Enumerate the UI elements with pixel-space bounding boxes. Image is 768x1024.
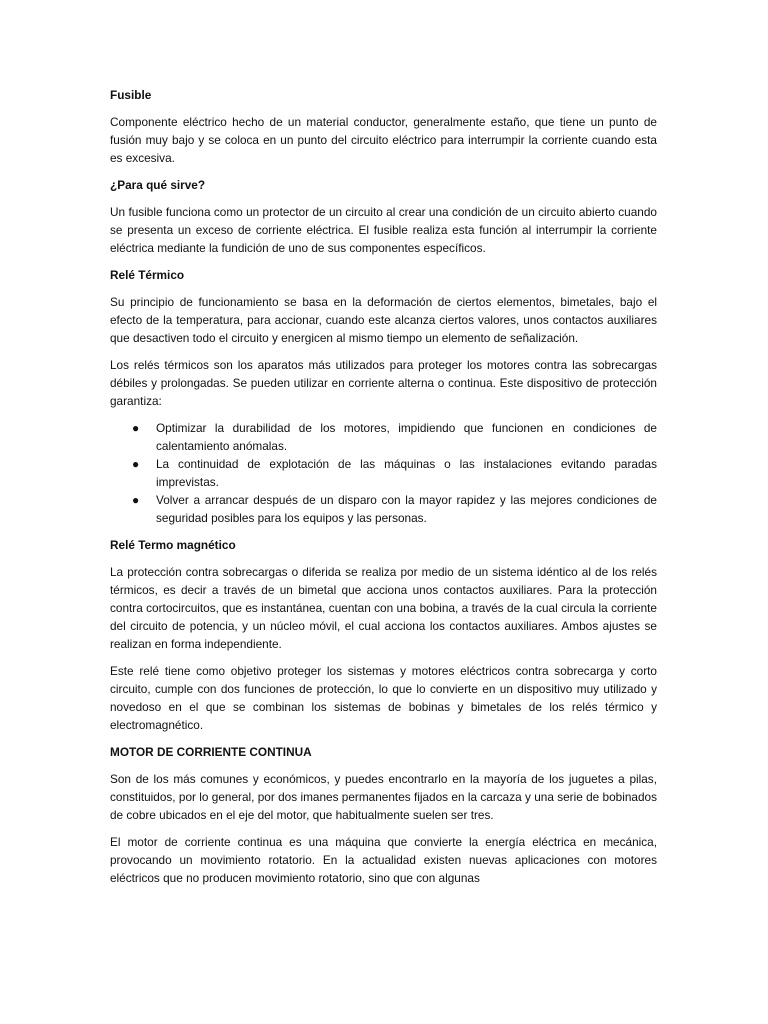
paragraph: Son de los más comunes y económicos, y puedes encontrarlo en la mayoría de los juguetes a pilas, constituidos, por lo general, por dos imanes permanentes fijados en la carcaza y una serie de bobinados de cobre ubicados en el eje del motor, que habitualmente suelen ser tres. — [110, 772, 657, 822]
section-heading-para-que-sirve: ¿Para qué sirve? — [110, 178, 206, 192]
paragraph: El motor de corriente continua es una máquina que convierte la energía eléctrica en mecánica, provocando un movimiento rotatorio. En la actualidad existen nuevas aplicaciones con motores eléctricos que no producen movimiento rotatorio, sino que con algunas — [110, 835, 657, 885]
bullet-icon: ● — [132, 457, 140, 471]
paragraph: Componente eléctrico hecho de un material conductor, generalmente estaño, que tiene un punto de fusión muy bajo y se coloca en un punto del circuito eléctrico para interrumpir la corriente cuando esta es excesiva. — [110, 115, 657, 165]
bullet-icon: ● — [132, 421, 140, 435]
section-heading-rele-termo-magnetico: Relé Termo magnético — [110, 538, 236, 552]
bullet-list — [110, 419, 657, 527]
list-item — [110, 455, 657, 491]
list-item — [110, 491, 657, 527]
list-item-text: La continuidad de explotación de las máquinas o las instalaciones evitando paradas imprevistas. — [156, 457, 657, 489]
paragraph: Este relé tiene como objetivo proteger los sistemas y motores eléctricos contra sobrecarga y corto circuito, cumple con dos funciones de protección, lo que lo convierte en un dispositivo muy utilizado y novedoso en el que se combinan los sistemas de bobinas y bimetales de los relés térmico y electromagnético. — [110, 664, 657, 732]
document-body — [110, 86, 657, 896]
list-item-text: Volver a arrancar después de un disparo con la mayor rapidez y las mejores condiciones de seguridad posibles para los equipos y las personas. — [156, 493, 657, 525]
paragraph: Un fusible funciona como un protector de un circuito al crear una condición de un circuito abierto cuando se presenta un exceso de corriente eléctrica. El fusible realiza esta función al interrumpir la corriente eléctrica mediante la fundición de uno de sus componentes específicos. — [110, 205, 657, 255]
section-heading-rele-termico: Relé Térmico — [110, 268, 185, 282]
paragraph: Su principio de funcionamiento se basa en la deformación de ciertos elementos, bimetales, bajo el efecto de la temperatura, para accionar, cuando este alcanza ciertos valores, unos contactos auxiliares que desactiven todo el circuito y energicen al mismo tiempo un elemento de señalización. — [110, 295, 657, 345]
section-heading-fusible: Fusible — [110, 88, 152, 102]
list-item — [110, 419, 657, 455]
paragraph: La protección contra sobrecargas o diferida se realiza por medio de un sistema idéntico al de los relés térmicos, es decir a través de un bimetal que acciona unos contactos auxiliares. Para la protección contra cortocircuitos, que es instantánea, cuentan con una bobina, a través de la cual circula la corriente del circuito de potencia, y un núcleo móvil, el cual acciona los contactos auxiliares. Ambos ajustes se realizan en forma independiente. — [110, 565, 657, 651]
section-heading-motor-corriente-continua: MOTOR DE CORRIENTE CONTINUA — [110, 745, 312, 759]
paragraph: Los relés térmicos son los aparatos más utilizados para proteger los motores contra las sobrecargas débiles y prolongadas. Se pueden utilizar en corriente alterna o continua. Este dispositivo de protección garantiza: — [110, 358, 657, 408]
bullet-icon: ● — [132, 493, 140, 507]
list-item-text: Optimizar la durabilidad de los motores, impidiendo que funcionen en condiciones de calentamiento anómalas. — [156, 421, 657, 453]
